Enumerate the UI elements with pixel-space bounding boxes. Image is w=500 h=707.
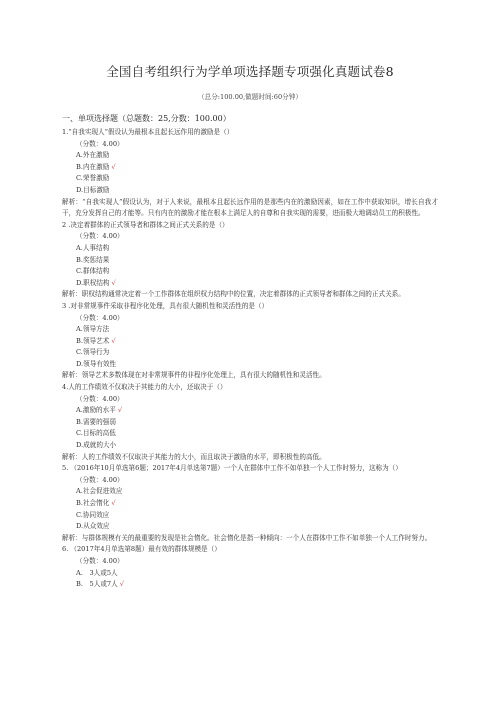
answer-option-label: A.社会促进效应 [76, 487, 123, 496]
answer-option-label: A. 3人或5人 [76, 568, 118, 577]
question-score: （分数：4.00） [76, 139, 124, 148]
question-list [62, 127, 438, 591]
answer-option [62, 359, 438, 371]
question-item [62, 463, 438, 544]
answer-option-label: D.成就的大小 [76, 441, 117, 450]
question-score: （分数：4.00） [76, 475, 124, 484]
document-meta: （总分:100.00,做题时间:60分钟） [198, 93, 302, 101]
answer-option-label: C.荣誉激励 [76, 174, 110, 183]
correct-check-icon: √ [111, 162, 116, 171]
answer-option [62, 568, 438, 580]
correct-check-icon: √ [111, 336, 116, 345]
correct-check-icon: √ [111, 278, 116, 287]
answer-option [62, 405, 438, 417]
answer-option [62, 521, 438, 533]
question-score: （分数：4.00） [76, 232, 124, 241]
answer-option [62, 347, 438, 359]
question-item [62, 544, 438, 590]
question-item [62, 382, 438, 463]
answer-option-label: B.奖惩结果 [76, 255, 110, 264]
answer-option-label: D.目标激励 [76, 185, 110, 194]
answer-explanation: 解析：领导艺术多数体现在对非常规事件的非程序化处理上，具有很大的随机性和灵活性。 [62, 371, 326, 380]
answer-explanation: 解析：职权结构通常决定着一个工作群体在组织权力结构中的位置，决定着群体的正式领导者和群体之间的正式关系。 [62, 290, 405, 299]
answer-option [62, 336, 438, 348]
question-stem: 5. （2016年10月单选第6题；2017年4月单选第7题）一个人在群体中工作不如单独一个人工作时努力，这称为（） [62, 464, 402, 473]
answer-option [62, 428, 438, 440]
answer-option-label: A.激励的水平 [76, 406, 116, 415]
question-stem: 1.“自我实现人”假设认为最根本且起长远作用的激励是（） [62, 128, 234, 136]
answer-option [62, 185, 438, 197]
answer-option [62, 486, 438, 498]
correct-check-icon: √ [111, 499, 116, 507]
answer-option [62, 266, 438, 278]
answer-explanation: 解析：人的工作绩效不仅取决于其能力的大小，而且取决于激励的水平，即积极性的高低。 [62, 452, 326, 461]
question-score: （分数：4.00） [76, 394, 124, 403]
question-item [62, 127, 438, 220]
section-heading: 一、单项选择题（总题数：25,分数：100.00） [62, 114, 231, 123]
answer-option-label: D.职权结构 [76, 278, 110, 287]
answer-option [62, 255, 438, 267]
answer-option-label: A.领导方法 [76, 325, 110, 334]
answer-option-label: C.协同效应 [76, 510, 110, 519]
answer-option-label: C.领导行为 [76, 348, 110, 357]
question-item [62, 220, 438, 301]
answer-option [62, 498, 438, 510]
question-stem: 6. （2017年4月单选第8题）最有效的群体规模是（） [62, 545, 221, 554]
answer-explanation: 解析：“自我实现人”假设认为，对于人来说，最根本且起长远作用的是那些内在的激励因素，如在工作中获取知识，增长自我才干，充分发挥自己的才能等。只有内在的激励才能在根本上满足人的自尊和自我实现的需要，进而极大地调动员工的积极性。 [62, 197, 438, 218]
answer-option-label: B. 5人或7人 [76, 580, 118, 589]
answer-option [62, 417, 438, 429]
question-score: （分数：4.00） [76, 313, 124, 322]
answer-explanation: 解析：与群体规模有关的最重要的发现是社会惰化。社会惰化是指一种倾向：一个人在群体中工作不如单独一个人工作时努力。 [62, 533, 432, 542]
answer-option [62, 440, 438, 452]
answer-option [62, 278, 438, 290]
answer-option [62, 150, 438, 162]
answer-option [62, 162, 438, 174]
answer-option [62, 173, 438, 185]
document-title: 全国自考组织行为学单项选择题专项强化真题试卷8 [106, 64, 394, 79]
question-stem: 4.人的工作绩效不仅取决于其能力的大小，还取决于（） [62, 383, 227, 392]
answer-option-label: D.从众效应 [76, 522, 110, 531]
question-stem: 3 .对非常规事件采取非程序化处理，具有很大随机性和灵活性的是（） [62, 301, 269, 310]
answer-option [62, 324, 438, 336]
answer-option [62, 510, 438, 522]
question-item [62, 301, 438, 382]
correct-check-icon: √ [119, 580, 124, 589]
question-score: （分数：4.00） [76, 556, 124, 565]
answer-option-label: D.领导有效性 [76, 359, 117, 368]
answer-option-label: B.需要的强弱 [76, 417, 116, 426]
answer-option-label: B.内在激励 [76, 162, 110, 171]
answer-option [62, 243, 438, 255]
answer-option-label: B.社会惰化 [76, 499, 110, 507]
answer-option [62, 579, 438, 591]
answer-option-label: A.人事结构 [76, 243, 110, 252]
answer-option-label: B.领导艺术 [76, 336, 110, 345]
answer-option-label: C.目标的高低 [76, 429, 116, 438]
answer-option-label: A.外在激励 [76, 151, 110, 160]
correct-check-icon: √ [117, 406, 123, 415]
question-stem: 2 .决定着群体的正式领导者和群体之间正式关系的是（） [62, 220, 229, 229]
answer-option-label: C.群体结构 [76, 267, 110, 276]
